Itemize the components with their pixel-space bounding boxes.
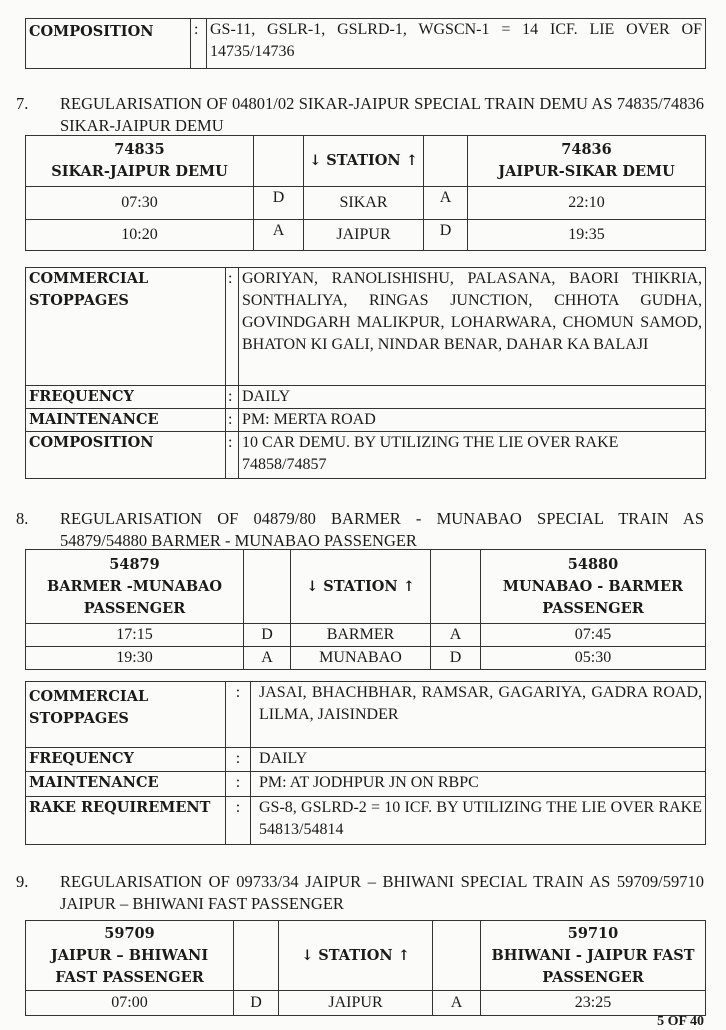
table-row: 10:20 A JAIPUR D 19:35 (26, 220, 706, 251)
section-heading: 9. REGULARISATION OF 09733/34 JAIPUR – BHIWANI SPECIAL TRAIN AS 59709/59710 JAIPUR – BHIWANI FAST PASSENGER (16, 872, 704, 913)
table-row: 19:30 A MUNABAO D 05:30 (26, 647, 706, 670)
table-row: 07:00 D JAIPUR A 23:25 (26, 991, 706, 1016)
info-table: COMMERCIAL STOPPAGES : GORIYAN, RANOLISHISHU, PALASANA, BAORI THIKRIA, SONTHALIYA, RINGAS JUNCTION, CHHOTA GUDHA, GOVINDGARH MALIKPUR, LOHARWARA, CHOMUN SAMOD, BHATON KI GALI, NINDAR BENAR, DAHAR KA BALAJI FREQUENCY : DAILY MAINTENANCE : PM: MERTA ROAD COMPOSITION : 10 CAR DEMU. BY UTILIZING THE LIE OVER RAKE 74858/74857 (25, 267, 706, 479)
info-table: COMMERCIAL STOPPAGES : JASAI, BHACHBHAR, RAMSAR, GAGARIYA, GADRA ROAD, LILMA, JAISINDER FREQUENCY : DAILY MAINTENANCE : PM: AT JODHPUR JN ON RBPC RAKE REQUIREMENT : GS-8, GSLRD-2 = 10 ICF. BY UTILIZING THE LIE OVER RAKE 54813/54814 (25, 681, 706, 845)
station-header: ↓ STATION ↑ (304, 136, 424, 187)
colon: : (191, 19, 207, 69)
table-row: 07:30 D SIKAR A 22:10 (26, 187, 706, 220)
label: COMPOSITION (26, 19, 191, 69)
left-train-header: 74835 SIKAR-JAIPUR DEMU (26, 136, 254, 187)
section-heading: 7. REGULARISATION OF 04801/02 SIKAR-JAIPUR SPECIAL TRAIN DEMU AS 74835/74836 SIKAR-JAIPUR DEMU (16, 94, 704, 135)
timetable: 54879 BARMER -MUNABAO PASSENGER ↓ STATION ↑ 54880 MUNABAO - BARMER PASSENGER 17:15 D BARMER A 07:45 19:30 A MUNABAO D 05:30 (25, 549, 706, 670)
right-train-header: 74836 JAIPUR-SIKAR DEMU (468, 136, 706, 187)
value: GS-11, GSLR-1, GSLRD-1, WGSCN-1 = 14 ICF. LIE OVER OF 14735/14736 (207, 19, 706, 69)
section-heading: 8. REGULARISATION OF 04879/80 BARMER - MUNABAO SPECIAL TRAIN AS 54879/54880 BARMER - MUNABAO PASSENGER (16, 509, 704, 550)
page-number: 5 OF 40 (657, 1014, 704, 1029)
composition-table (25, 18, 706, 69)
timetable (25, 135, 706, 251)
timetable: 59709 JAIPUR – BHIWANI FAST PASSENGER ↓ STATION ↑ 59710 BHIWANI - JAIPUR FAST PASSENGER 07:00 D JAIPUR A 23:25 (25, 920, 706, 1016)
table-row: 17:15 D BARMER A 07:45 (26, 624, 706, 647)
